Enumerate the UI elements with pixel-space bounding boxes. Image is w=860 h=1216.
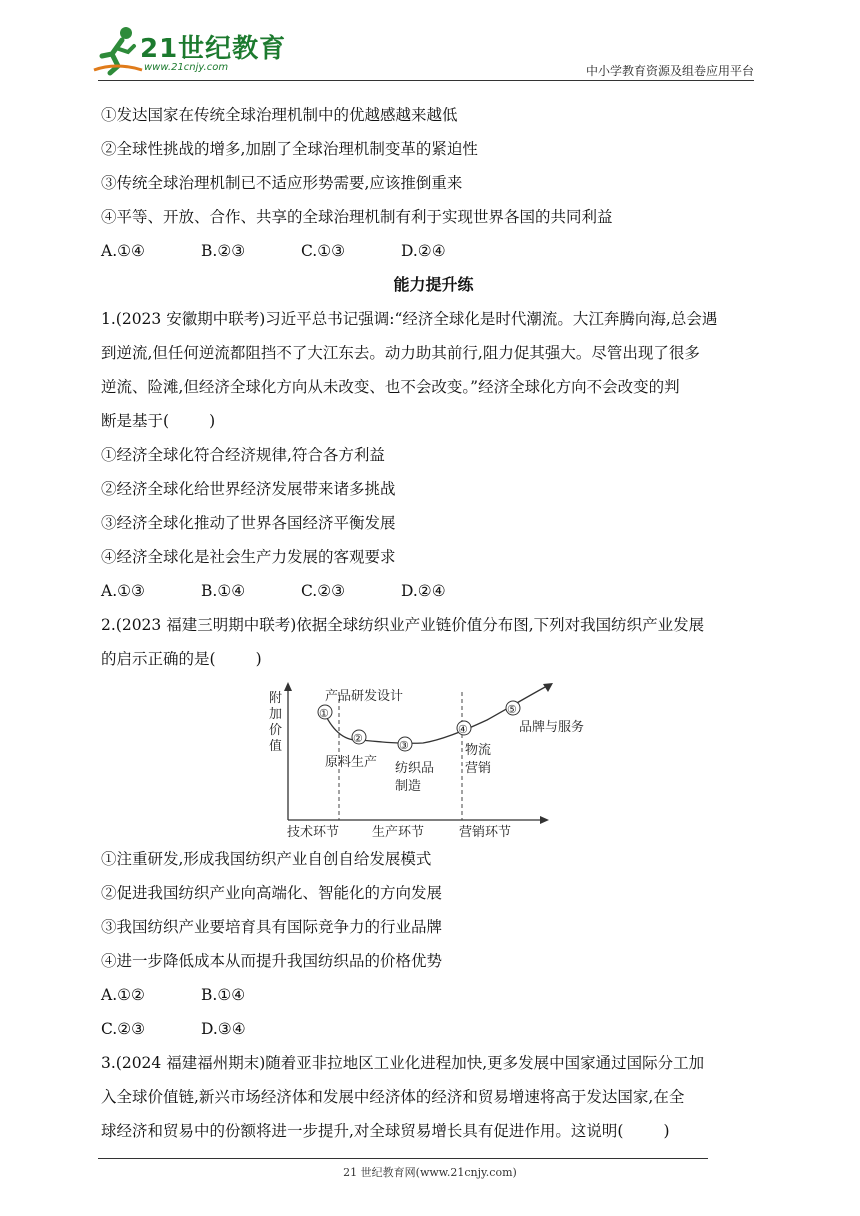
option-line: ④经济全球化是社会生产力发展的客观要求 [101,548,396,566]
runner-logo-icon [92,26,144,76]
stem-line-text: 的启示正确的是( [101,650,216,668]
answer-d[interactable]: D.②④ [401,582,446,600]
site-logo[interactable] [92,26,287,80]
answer-a[interactable]: A.①④ [101,242,145,260]
x-section-label: 营销环节 [459,825,512,840]
x-axis-arrow [540,816,549,824]
stage-label: 品牌与服务 [519,720,585,735]
option-line: ②经济全球化给世界经济发展带来诸多挑战 [101,480,396,498]
document-body [101,98,766,1148]
x-section-label: 技术环节 [287,825,340,840]
answer-d[interactable]: D.②④ [401,242,446,260]
platform-tagline: 中小学教育资源及组卷应用平台 [585,64,754,78]
option-line: ③传统全球治理机制已不适应形势需要,应该推倒重来 [101,174,463,192]
option-line: ③经济全球化推动了世界各国经济平衡发展 [101,514,396,532]
option-line: ③我国纺织产业要培育具有国际竞争力的行业品牌 [101,918,443,936]
answer-choices [101,1012,766,1046]
answer-choices [101,574,766,608]
stage-label: 原料生产 [325,755,378,770]
stem-line: 逆流、险滩,但经济全球化方向从未改变、也不会改变。”经济全球化方向不会改变的判 [101,378,680,396]
page-header [0,0,860,82]
header-divider [98,80,754,81]
question-1-stem [101,302,766,438]
stage-label: 营销 [465,761,492,776]
stem-line: 的启示正确的是( ) [101,650,262,668]
stem-line: 球经济和贸易中的份额将进一步提升,对全球贸易增长具有促进作用。这说明( ) [101,1122,670,1140]
marker-label: ⑤ [507,703,517,716]
answer-choices [101,234,766,268]
y-axis-arrow [284,682,292,691]
y-axis-label-char: 加 [269,707,283,722]
answer-choices [101,978,766,1012]
y-axis-label-char: 值 [269,739,283,754]
answer-b[interactable]: B.②③ [201,242,246,260]
stage-label: 纺织品 [395,761,435,776]
stem-line: 3.(2024 福建福州期末)随着亚非拉地区工业化进程加快,更多发展中国家通过国际分工加 [101,1054,705,1072]
answer-b[interactable]: B.①④ [201,582,246,600]
footer-divider [98,1158,708,1159]
stem-line-text: 断是基于( [101,412,170,430]
y-axis-label-char: 附 [269,691,283,706]
option-line: ④平等、开放、合作、共享的全球治理机制有利于实现世界各国的共同利益 [101,208,613,226]
option-line: ①发达国家在传统全球治理机制中的优越感越来越低 [101,106,458,124]
option-line: ①注重研发,形成我国纺织产业自创自给发展模式 [101,850,432,868]
option-line: ①经济全球化符合经济规律,符合各方利益 [101,446,385,464]
x-section-label: 生产环节 [372,825,425,840]
option-line: ②全球性挑战的增多,加剧了全球治理机制变革的紧迫性 [101,140,478,158]
logo-text: 21世纪教育 [140,34,287,64]
question-2-stem [101,608,766,676]
stem-line: 1.(2023 安徽期中联考)习近平总书记强调:“经济全球化是时代潮流。大江奔腾向海,总会遇 [101,310,718,328]
value-chain-figure [101,680,766,840]
page-footer[interactable]: 21 世纪教育网(www.21cnjy.com) [343,1166,517,1179]
stage-label: 产品研发设计 [325,689,404,704]
answer-c[interactable]: C.②③ [301,582,346,600]
option-line: ②促进我国纺织产业向高端化、智能化的方向发展 [101,884,443,902]
marker-label: ③ [399,739,409,752]
answer-c[interactable]: C.①③ [301,242,346,260]
value-chain-diagram [251,680,585,840]
option-line: ④进一步降低成本从而提升我国纺织品的价格优势 [101,952,443,970]
marker-label: ④ [458,723,468,736]
logo-url: www.21cnjy.com [144,62,229,73]
answer-b[interactable]: B.①④ [201,986,246,1004]
answer-c[interactable]: C.②③ [101,1020,146,1038]
answer-d[interactable]: D.③④ [201,1020,246,1038]
question-3-stem [101,1046,766,1148]
stem-line: 断是基于( ) [101,412,216,430]
answer-a[interactable]: A.①② [101,986,145,1004]
stage-label: 制造 [395,779,422,794]
stem-line: 入全球价值链,新兴市场经济体和发展中经济体的经济和贸易增速将高于发达国家,在全 [101,1088,685,1106]
stage-label: 物流 [465,743,492,758]
answer-a[interactable]: A.①③ [101,582,145,600]
stem-line: 2.(2023 福建三明期中联考)依据全球纺织业产业链价值分布图,下列对我国纺织产业发展 [101,616,705,634]
y-axis-label-char: 价 [269,723,283,738]
stem-line: 到逆流,但任何逆流都阻挡不了大江东去。动力助其前行,阻力促其强大。尽管出现了很多 [101,344,700,362]
stem-line-text: 球经济和贸易中的份额将进一步提升,对全球贸易增长具有促进作用。这说明( [101,1122,624,1140]
section-title: 能力提升练 [393,275,474,294]
marker-label: ① [319,707,329,720]
marker-label: ② [353,732,363,745]
